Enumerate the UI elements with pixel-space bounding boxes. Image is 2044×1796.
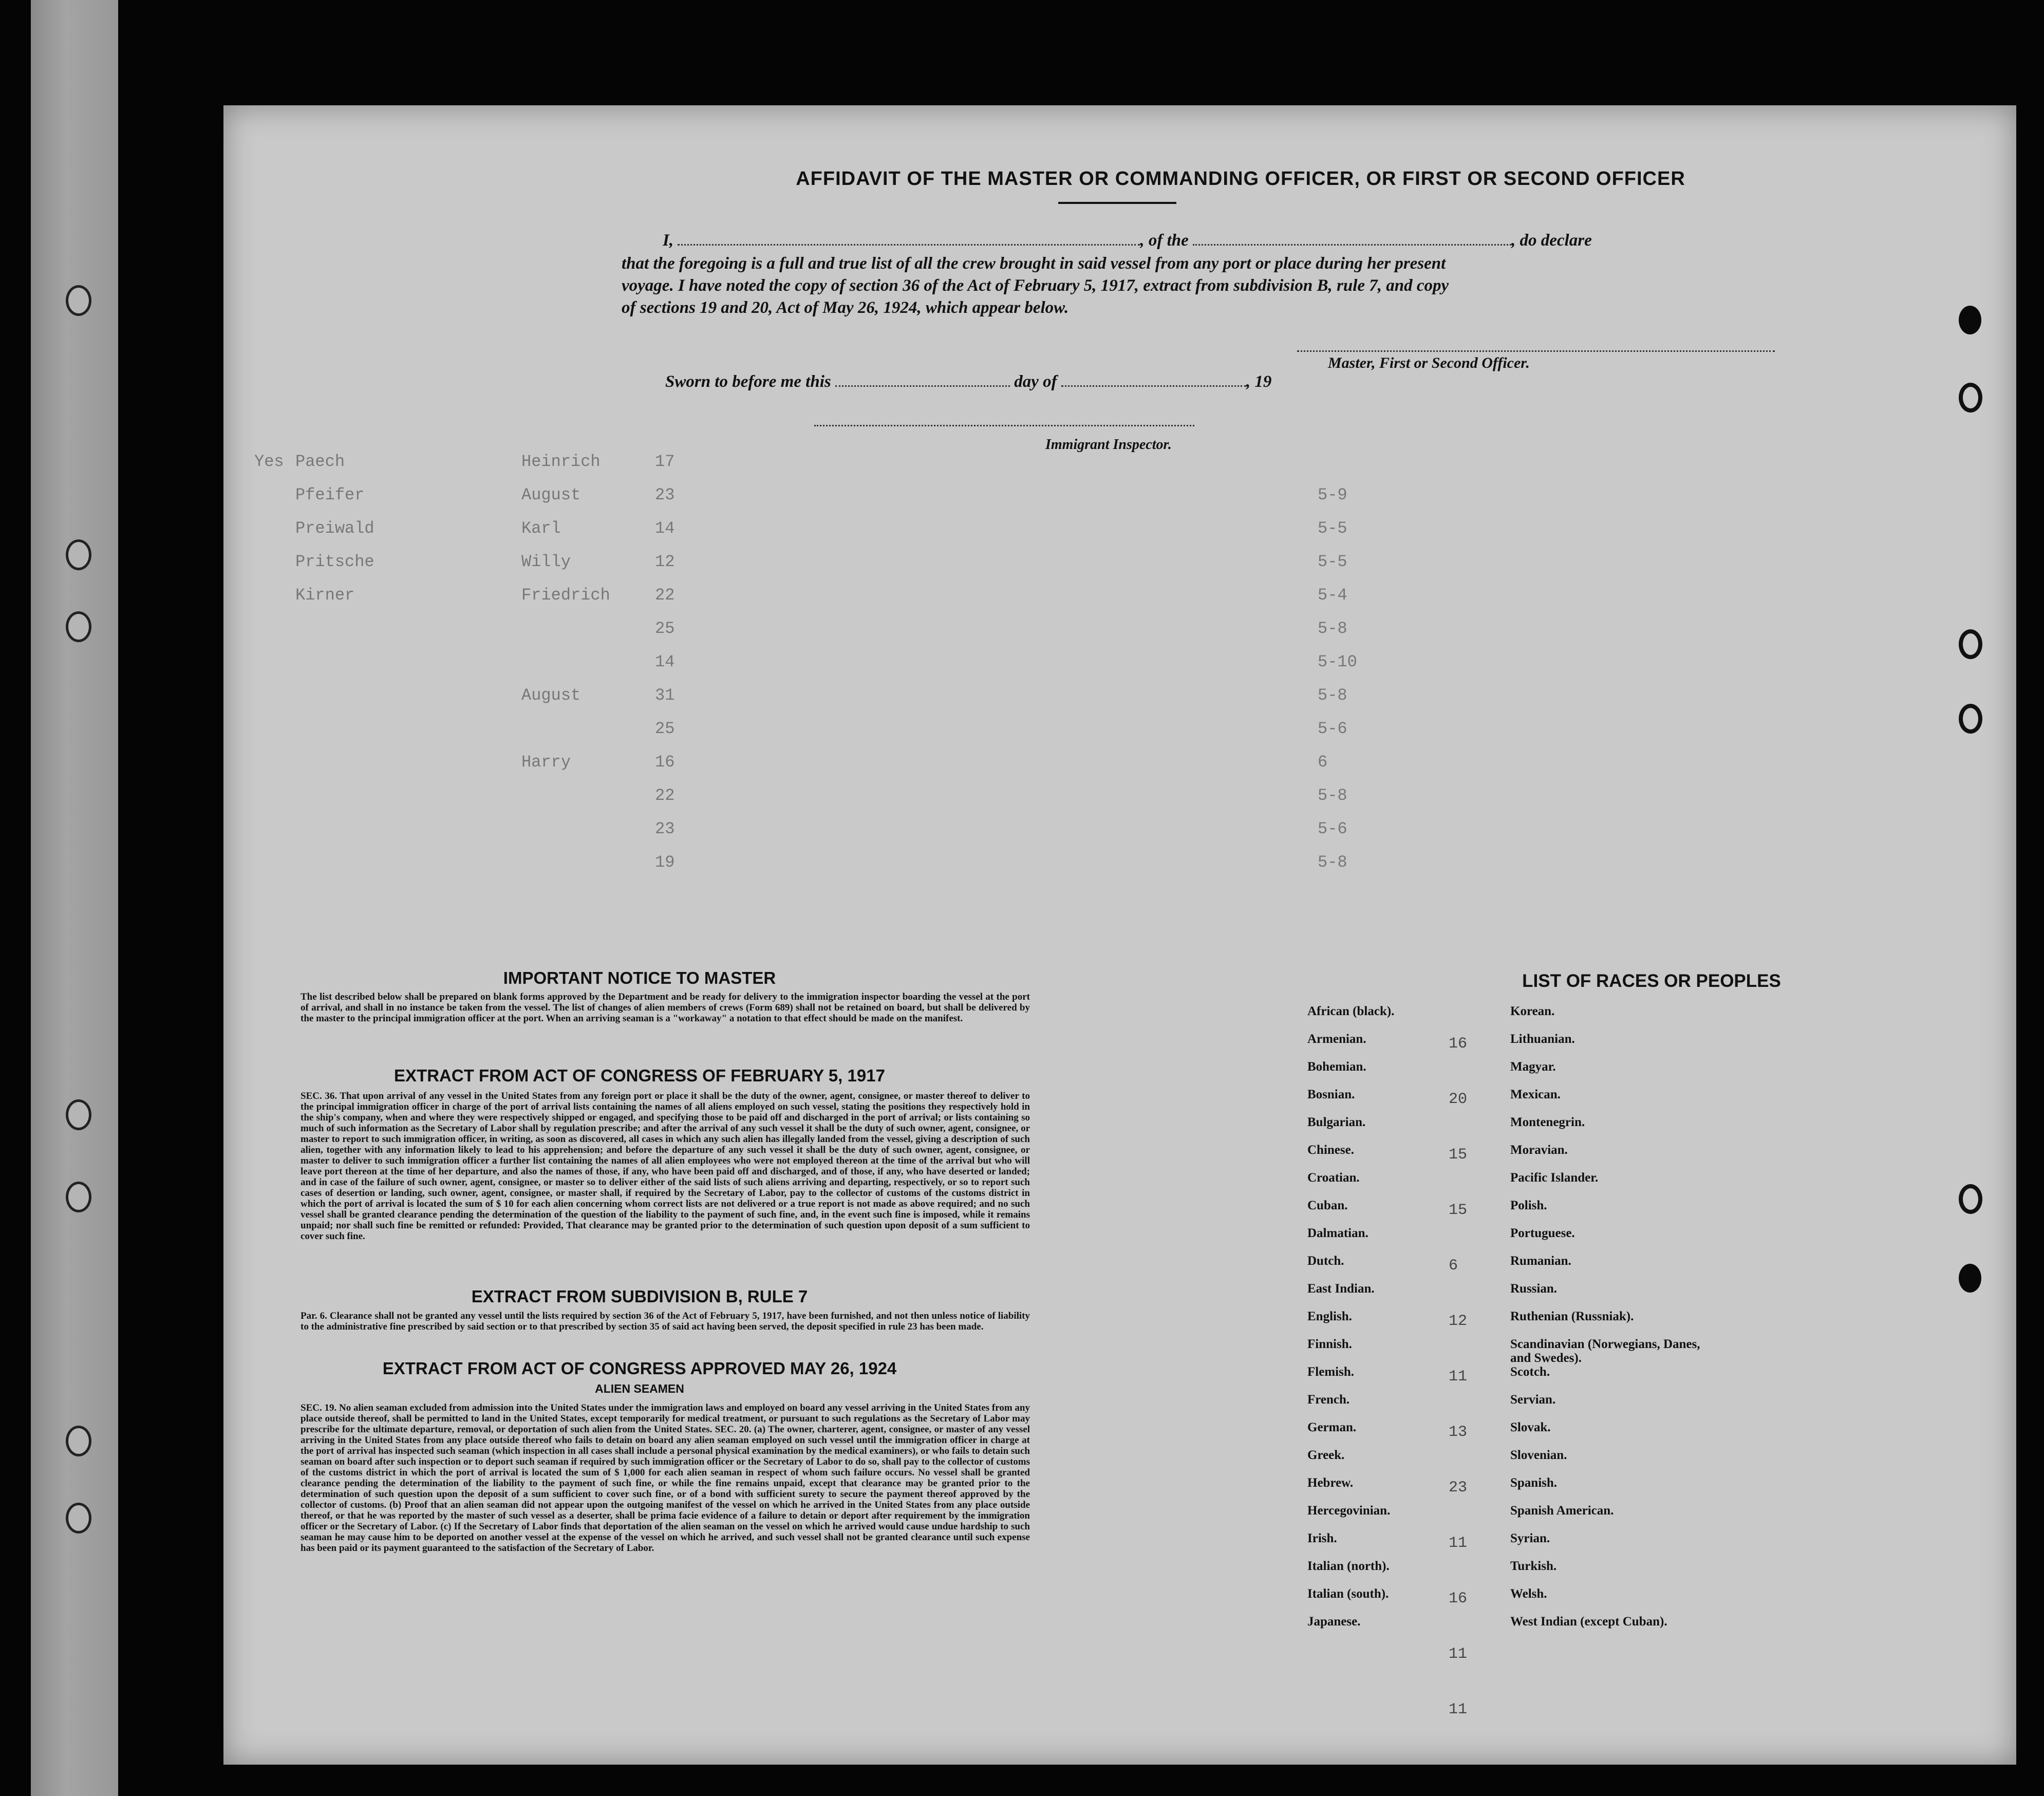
sworn-month-blank[interactable] — [1061, 373, 1246, 387]
race-item: Armenian. — [1307, 1032, 1366, 1046]
race-item: Italian (south). — [1307, 1587, 1389, 1601]
affidavit-line-3: voyage. I have noted the copy of section 36 of the Act of February 5, 1917, extract from subdivision B, rule 7, and copy — [622, 276, 1449, 295]
crew-height: 6 — [1318, 753, 1328, 772]
handwritten-age: 16 — [1449, 1590, 1468, 1607]
race-item: Magyar. — [1510, 1060, 1556, 1074]
handwritten-age: 11 — [1449, 1701, 1468, 1718]
extract-1924-text: SEC. 19. No alien seaman excluded from admission into the United States under the immigration laws and employed on board any vessel arriving in the United States from any place outside thereof, shall be permitted to land in the United States, except temporarily for medical treatment, or pursuant to such regulations as the Secretary of Labor may prescribe for the ultimate departure, removal, or deportation of such alien from the United States. SEC. 20. (a) The owner, charterer, agent, consignee, or master of any vessel arriving in the United States from any place outside thereof who fails to detain on board any alien seaman employed on such vessel until the immigration officer in charge at the port of arrival has inspected such seaman (which inspection in all cases shall include a personal physical examination by the medical examiners), or who fails to detain such seaman on board after such inspection or to deport such seaman if required by such immigration officer or the Secretary of Labor to do so, shall pay to the collector of customs of the customs district in which the port of arrival is located the sum of $ 1,000 for each alien seaman in respect of whom such failure occurs. No vessel shall be granted clearance pending the determination of the liability to the payment of such fine, or while the fine remains unpaid, except that clearance may be granted prior to the determination of such question upon the deposit of a sum sufficient to cover such fine, or of a bond with sufficient surety to secure the payment thereof approved by the collector of customs. (b) Proof that an alien seaman did not appear upon the outgoing manifest of the vessel on which he arrived in the United States from any place outside thereof, or that he was reported by the master of such vessel as a deserter, shall be prima facie evidence of a failure to detain or deport after requirement by the immigration officer or the Secretary of Labor. (c) If the Secretary of Labor finds that deportation of the alien seaman on the vessel on which he arrived would cause undue hardship to such seaman he may cause him to be deported on another vessel at the expense of the vessel on which he arrived, and such vessel shall not be granted clearance until such expense has been paid or its payment guaranteed to the satisfaction of the Secretary of Labor. — [301, 1402, 1030, 1554]
race-item: Slovak. — [1510, 1420, 1551, 1434]
race-item: Moravian. — [1510, 1143, 1568, 1157]
crew-height: 5-5 — [1318, 519, 1347, 538]
extract-rule7-title: EXTRACT FROM SUBDIVISION B, RULE 7 — [471, 1287, 808, 1306]
race-item: Hercegovinian. — [1307, 1504, 1391, 1518]
handwritten-age: 16 — [1449, 1035, 1468, 1053]
punch-hole — [1959, 1264, 1981, 1293]
punch-hole — [1959, 1184, 1982, 1214]
crew-height: 5-8 — [1318, 686, 1347, 705]
crew-height: 5-8 — [1318, 619, 1347, 638]
crew-age: 23 — [655, 819, 675, 838]
race-item: Bulgarian. — [1307, 1115, 1366, 1129]
race-item: Greek. — [1307, 1448, 1345, 1462]
race-item: Portuguese. — [1510, 1226, 1575, 1240]
race-item: Croatian. — [1307, 1171, 1360, 1185]
handwritten-age: 12 — [1449, 1313, 1468, 1330]
crew-row — [254, 652, 1991, 675]
race-item: Italian (north). — [1307, 1559, 1390, 1573]
crew-height: 5-4 — [1318, 586, 1347, 605]
race-item: Dutch. — [1307, 1254, 1344, 1268]
crew-height: 5-6 — [1318, 819, 1347, 838]
handwritten-age: 11 — [1449, 1368, 1468, 1386]
handwritten-age: 6 — [1449, 1257, 1458, 1275]
year-label: , 19 — [1246, 372, 1272, 391]
extract-1917-title: EXTRACT FROM ACT OF CONGRESS OF FEBRUARY 5, 1917 — [394, 1066, 885, 1085]
sworn-day-blank[interactable] — [835, 373, 1010, 387]
race-item: Korean. — [1510, 1004, 1555, 1018]
crew-age: 22 — [655, 586, 675, 605]
crew-height: 5-8 — [1318, 853, 1347, 872]
handwritten-age: 11 — [1449, 1535, 1468, 1552]
affidavit-line-2: that the foregoing is a full and true list of all the crew brought in said vessel from any port or place during her present — [622, 254, 1446, 273]
notice-text: The list described below shall be prepared on blank forms approved by the Department and be ready for delivery to the immigration inspector boarding the vessel at the port of arrival, and shall in no instance be taken from the vessel. The list of changes of alien members of crews (Form 689) shall not be retained on board, but shall be delivered by the master to the principal immigration officer at the port. When an arriving seaman is a "workaway" a notation to that effect should be made on the manifest. — [301, 991, 1030, 1024]
crew-row — [254, 586, 1991, 608]
title-rule — [1058, 202, 1176, 204]
race-item: Pacific Islander. — [1510, 1171, 1599, 1185]
crew-row — [254, 786, 1991, 809]
crew-row — [254, 853, 1991, 875]
races-title: LIST OF RACES OR PEOPLES — [1522, 971, 1781, 991]
crew-age: 17 — [655, 452, 675, 471]
crew-age: 23 — [655, 485, 675, 504]
crew-row — [254, 552, 1991, 575]
race-item: Syrian. — [1510, 1531, 1550, 1545]
inspector-signature-line[interactable] — [814, 425, 1194, 426]
race-item: Dalmatian. — [1307, 1226, 1368, 1240]
race-item: Chinese. — [1307, 1143, 1354, 1157]
race-item: Russian. — [1510, 1282, 1558, 1296]
binding-hole — [66, 1099, 91, 1130]
race-item: Rumanian. — [1510, 1254, 1571, 1268]
race-item: Ruthenian (Russniak). — [1510, 1309, 1634, 1323]
crew-given: August — [521, 485, 581, 504]
race-item: Hebrew. — [1307, 1476, 1354, 1490]
crew-row — [254, 485, 1991, 508]
binding-hole — [66, 285, 91, 316]
race-item: African (black). — [1307, 1004, 1395, 1018]
crew-row — [254, 753, 1991, 775]
do-declare-label: , do declare — [1511, 231, 1592, 250]
sworn-line — [665, 372, 1271, 391]
affidavit-title: AFFIDAVIT OF THE MASTER OR COMMANDING OFFICER, OR FIRST OR SECOND OFFICER — [796, 168, 1685, 190]
extract-1924-subtitle: ALIEN SEAMEN — [595, 1382, 684, 1395]
manifest-sheet — [223, 105, 2016, 1765]
binding-hole — [66, 611, 91, 642]
crew-height: 5-8 — [1318, 786, 1347, 805]
crew-height: 5-9 — [1318, 485, 1347, 504]
handwritten-age: 11 — [1449, 1645, 1468, 1663]
notice-title: IMPORTANT NOTICE TO MASTER — [503, 968, 776, 987]
master-signature-line[interactable] — [1297, 350, 1775, 352]
crew-given: Harry — [521, 753, 571, 772]
crew-row — [254, 619, 1991, 642]
crew-age: 16 — [655, 753, 675, 772]
master-signature-label: Master, First or Second Officer. — [1328, 354, 1530, 371]
vessel-name-blank[interactable] — [1193, 232, 1511, 246]
crew-age: 31 — [655, 686, 675, 705]
race-item: East Indian. — [1307, 1282, 1375, 1296]
race-item: West Indian (except Cuban). — [1510, 1615, 1667, 1629]
crew-given: Friedrich — [521, 586, 610, 605]
race-item: Servian. — [1510, 1393, 1556, 1407]
race-item: Welsh. — [1510, 1587, 1547, 1601]
crew-family: Kirner — [295, 586, 355, 605]
race-item: Cuban. — [1307, 1199, 1348, 1212]
affidavit-line-1 — [663, 231, 1592, 250]
crew-given: August — [521, 686, 581, 705]
crew-row — [254, 719, 1991, 742]
handwritten-age: 23 — [1449, 1479, 1468, 1496]
handwritten-age: 15 — [1449, 1202, 1468, 1219]
binding-hole — [66, 1182, 91, 1212]
race-item: Finnish. — [1307, 1337, 1352, 1351]
race-item: French. — [1307, 1393, 1350, 1407]
race-item: Flemish. — [1307, 1365, 1354, 1379]
race-item: German. — [1307, 1420, 1357, 1434]
race-item: Spanish. — [1510, 1476, 1558, 1490]
race-item: Scandinavian (Norwegians, Danes, and Swedes). — [1510, 1337, 1700, 1365]
i-label: I, — [663, 231, 674, 250]
handwritten-age: 15 — [1449, 1146, 1468, 1164]
race-item: Bohemian. — [1307, 1060, 1366, 1074]
extract-1924-title: EXTRACT FROM ACT OF CONGRESS APPROVED MAY 26, 1924 — [382, 1359, 897, 1378]
crew-num: Yes — [254, 452, 284, 471]
punch-hole — [1959, 306, 1981, 334]
crew-age: 25 — [655, 619, 675, 638]
officer-name-blank[interactable] — [678, 232, 1140, 246]
crew-age: 19 — [655, 853, 675, 872]
crew-age: 25 — [655, 719, 675, 738]
crew-family: Pfeifer — [295, 485, 365, 504]
crew-height: 5-5 — [1318, 552, 1347, 571]
race-item: Montenegrin. — [1510, 1115, 1585, 1129]
race-item: Scotch. — [1510, 1365, 1550, 1379]
crew-age: 14 — [655, 519, 675, 538]
crew-height: 5-10 — [1318, 652, 1357, 671]
race-item: Turkish. — [1510, 1559, 1557, 1573]
handwritten-age: 20 — [1449, 1091, 1468, 1108]
sworn-label: Sworn to before me this — [665, 372, 831, 391]
race-item: Polish. — [1510, 1199, 1547, 1212]
binding-hole — [66, 539, 91, 570]
race-item: Slovenian. — [1510, 1448, 1567, 1462]
crew-given: Karl — [521, 519, 561, 538]
race-item: Mexican. — [1510, 1088, 1561, 1101]
extract-rule7-text: Par. 6. Clearance shall not be granted any vessel until the lists required by section 36 of the Act of February 5, 1917, have been furnished, and not then unless notice of liability to the administrative fine prescribed by said section or to that prescribed by section 35 of said act having been served, the deposit specified in rule 23 has been made. — [301, 1311, 1030, 1332]
crew-given: Heinrich — [521, 452, 601, 471]
race-item: Japanese. — [1307, 1615, 1361, 1629]
race-item: Irish. — [1307, 1531, 1337, 1545]
binding-hole — [66, 1426, 91, 1456]
crew-family: Pritsche — [295, 552, 374, 571]
crew-row — [254, 686, 1991, 708]
crew-row — [254, 452, 1991, 475]
punch-hole — [1959, 383, 1982, 413]
inspector-label: Immigrant Inspector. — [1045, 437, 1172, 453]
race-item: Bosnian. — [1307, 1088, 1355, 1101]
of-the-label: , of the — [1140, 231, 1189, 250]
crew-age: 22 — [655, 786, 675, 805]
crew-given: Willy — [521, 552, 571, 571]
crew-row — [254, 819, 1991, 842]
crew-family: Paech — [295, 452, 345, 471]
binding-hole — [66, 1503, 91, 1533]
binding-strip — [31, 0, 118, 1796]
crew-age: 14 — [655, 652, 675, 671]
day-of-label: day of — [1014, 372, 1057, 391]
crew-row — [254, 519, 1991, 541]
crew-family: Preiwald — [295, 519, 374, 538]
extract-1917-text: SEC. 36. That upon arrival of any vessel in the United States from any foreign port or place it shall be the duty of the owner, agent, consignee, or master thereof to deliver to the principal immigration officer in charge of the port of arrival lists containing the names of all aliens employed on such vessel, stating the positions they respectively hold in the ship's company, when and where they were respectively shipped or engaged, and specifying those to be paid off and discharged in the port of arrival; or lists containing so much of such information as the Secretary of Labor shall by regulation prescribe; and after the arrival of any such vessel it shall be the duty of such owner, agent, consignee, or master to report to such immigration officer, in writing, as soon as discovered, all cases in which any such alien has illegally landed from the vessel, giving a description of such alien, together with any information likely to lead to his apprehension; and before the departure of any such vessel it shall be the duty of such owner, agent, consignee, or master to deliver to such immigration officer a further list containing the names of all alien employees who were not employed thereon at the time of the arrival but who will leave port thereon at the time of her departure, and also the names of those, if any, who have been paid off and discharged, and of those, if any, who have deserted or landed; and in case of the failure of such owner, agent, consignee, or master so to deliver either of the said lists of such aliens arriving and departing, respectively, or so to report such cases of desertion or landing, such owner, agent, consignee, or master shall, if required by the Secretary of Labor, pay to the collector of customs of the customs district in which the port of arrival is located the sum of $ 10 for each alien concerning whom correct lists are not delivered or a true report is not made as above required; and no such vessel shall be granted clearance pending the determination of the question of the liability to the payment of such fine, and, in the event such fine is imposed, while it remains unpaid; nor shall such fine be remitted or refunded: Provided, That clearance may be granted prior to the determination of such question upon deposit of a sum sufficient to cover such fine. — [301, 1091, 1030, 1242]
race-item: Lithuanian. — [1510, 1032, 1575, 1046]
race-item: English. — [1307, 1309, 1352, 1323]
crew-age: 12 — [655, 552, 675, 571]
affidavit-line-4: of sections 19 and 20, Act of May 26, 1924, which appear below. — [622, 298, 1069, 317]
handwritten-age: 13 — [1449, 1424, 1468, 1441]
race-item: Spanish American. — [1510, 1504, 1614, 1518]
crew-height: 5-6 — [1318, 719, 1347, 738]
